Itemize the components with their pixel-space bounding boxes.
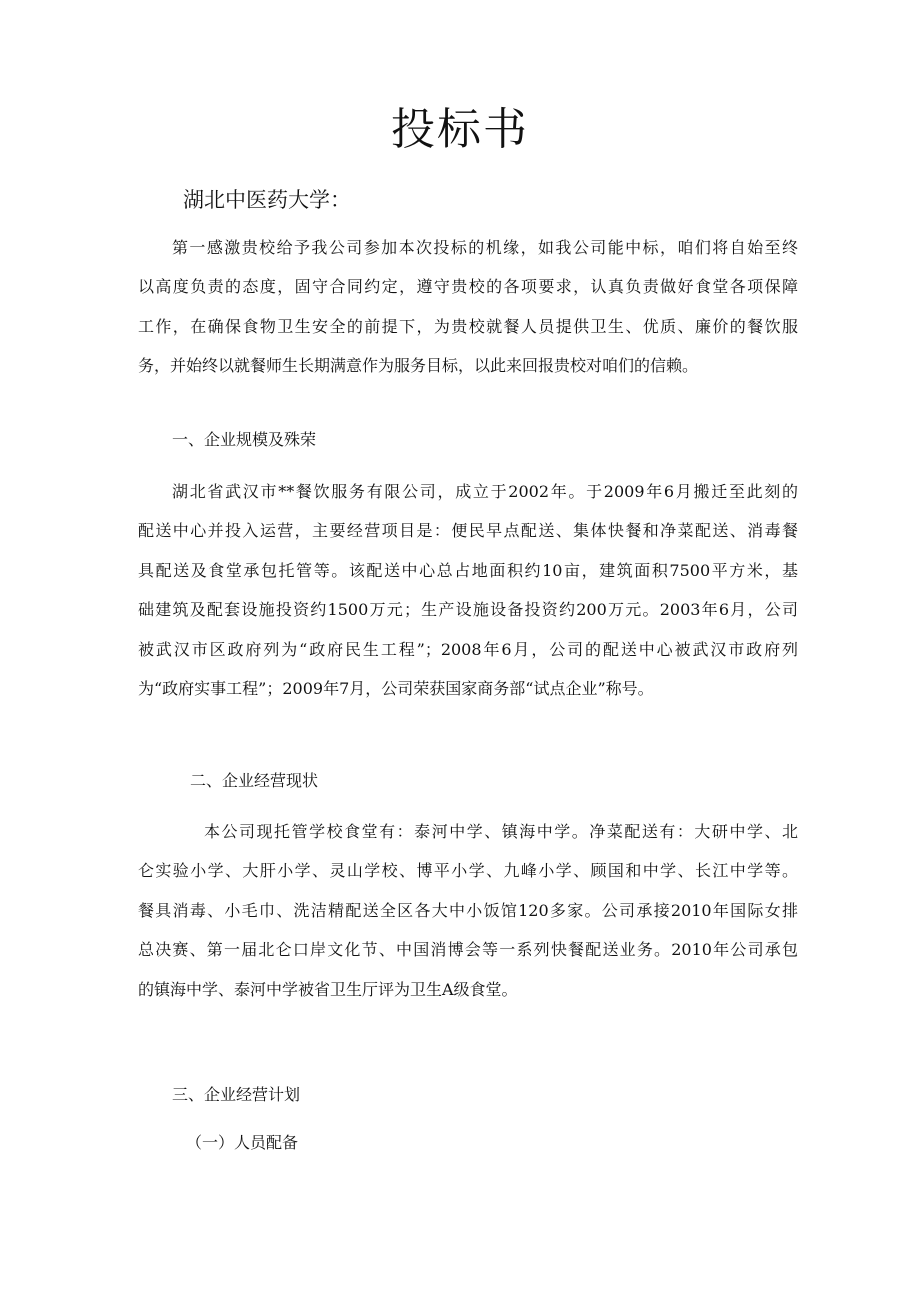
section-3-heading: 三、企业经营计划 [172,1085,301,1104]
section-2-line: 本公司现托管学校食堂有：泰河中学、镇海中学。净菜配送有：大研中学、北 [204,822,798,841]
section-2-line: 餐具消毒、小毛巾、洗洁精配送全区各大中小饭馆120多家。公司承接2010年国际女排 [138,900,798,920]
intro-line: 第一感激贵校给予我公司参加本次投标的机缘，如我公司能中标，咱们将自始至终 [172,238,798,257]
section-1-line: 被武汉市区政府列为“政府民生工程”；2008年6月，公司的配送中心被武汉市政府列 [138,639,798,659]
intro-paragraph [138,228,798,386]
addressee: 湖北中医药大学： [183,188,351,212]
section-1-line: 础建筑及配套设施投资约1500万元；生产设施设备投资约200万元。2003年6月，公司 [138,600,798,620]
section-2-body [138,812,798,1009]
section-1-line: 湖北省武汉市**餐饮服务有限公司，成立于2002年。于2009年6月搬迁至此刻的 [172,482,798,501]
document-title: 投标书 [391,104,529,155]
section-1-heading: 一、企业规模及殊荣 [172,430,317,449]
section-1-body [138,472,798,708]
intro-line: 以高度负责的态度，固守合同约定，遵守贵校的各项要求，认真负责做好食堂各项保障 [138,277,798,297]
section-2-line: 总决赛、第一届北仑口岸文化节、中国消博会等一系列快餐配送业务。2010年公司承包 [138,940,798,960]
section-1-line: 配送中心并投入运营，主要经营项目是：便民早点配送、集体快餐和净菜配送、消毒餐 [138,521,798,541]
intro-line: 工作，在确保食物卫生安全的前提下，为贵校就餐人员提供卫生、优质、廉价的餐饮服 [138,316,798,336]
section-1-line: 为“政府实事工程”；2009年7月，公司荣获国家商务部“试点企业”称号。 [138,679,654,699]
section-2-heading: 二、企业经营现状 [190,771,319,790]
section-2-line: 的镇海中学、泰河中学被省卫生厅评为卫生A级食堂。 [138,979,518,999]
subsection-1-heading: （一）人员配备 [186,1133,299,1152]
intro-line: 务，并始终以就餐师生长期满意作为服务目标，以此来回报贵校对咱们的信赖。 [138,356,699,376]
section-2-line: 仑实验小学、大肝小学、灵山学校、博平小学、九峰小学、顾国和中学、长江中学等。 [138,861,798,881]
section-1-line: 具配送及食堂承包托管等。该配送中心总占地面积约10亩，建筑面积7500平方米，基 [138,560,798,580]
